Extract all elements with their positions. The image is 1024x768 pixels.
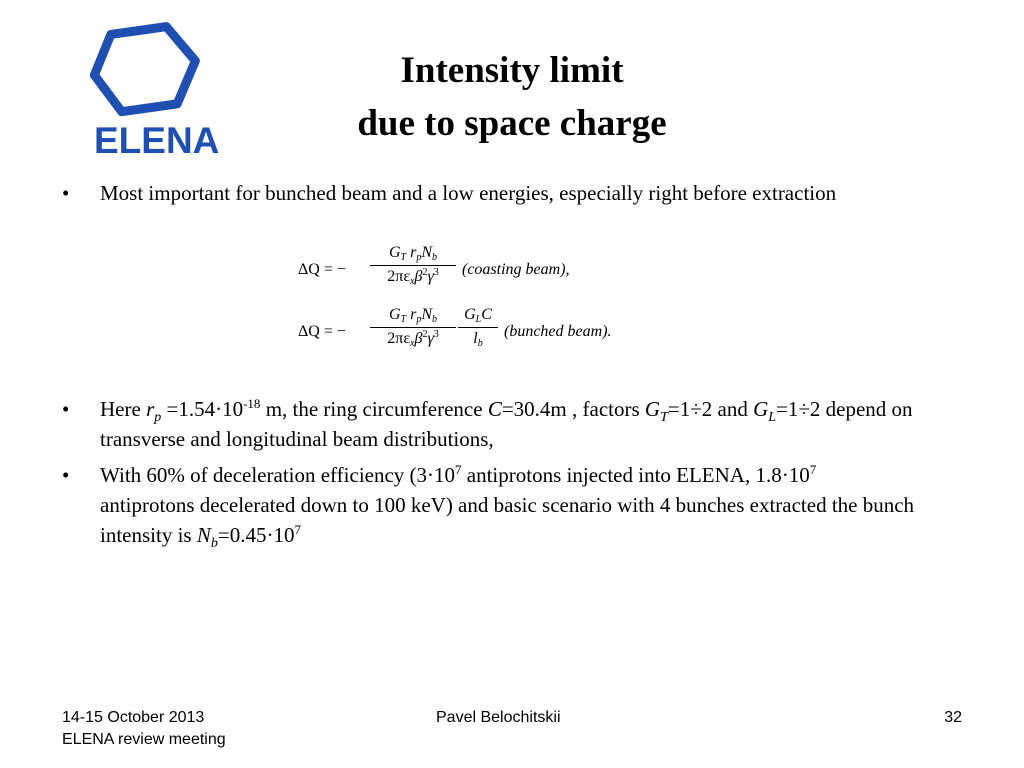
page-number: 32	[944, 709, 962, 726]
equation-note: (bunched beam).	[504, 323, 612, 340]
elena-logo	[88, 22, 220, 161]
logo-text: ELENA	[94, 120, 220, 161]
fraction-denominator: $2\pi\varepsilon_x\beta^2\gamma^3$	[387, 267, 439, 287]
equation-fraction-2	[458, 306, 498, 348]
footer-left	[62, 707, 226, 751]
title-line-2: due to space charge	[357, 103, 667, 144]
bullet-text: Most important for bunched beam and a low energies, especially right before extraction	[100, 181, 837, 205]
footer-meeting: ELENA review meeting	[62, 731, 226, 748]
bullet-text: Here $r_p =1.54\cdot 10^{-18}$ m, the ring circumference C=30.4m , factors $G_T=1\div 2$ and $G_L=1\div 2$ depend on transverse and longitudinal beam distributions,	[100, 396, 913, 451]
equation-fraction	[370, 244, 456, 286]
title-line-1: Intensity limit	[400, 50, 624, 91]
fraction-numerator: $G_T$ $r_pN_b$	[388, 244, 438, 263]
bullet-dot: •	[62, 397, 70, 421]
footer-author: Pavel Belochitskii	[436, 709, 561, 726]
hexagon-logo-icon	[88, 22, 208, 122]
bullet-dot: •	[62, 181, 70, 205]
fraction-bar	[458, 327, 498, 328]
fraction-denominator: $l_b$	[473, 330, 483, 349]
slide-title	[250, 44, 774, 150]
bullet-text: With 60% of deceleration efficiency ($3\cdot 10^7$ antiprotons injected into ELENA, $1.8\cdot 10^7$ antiprotons decelerated down to 100 keV) and basic scenario with 4 bunches extracted the bunch intensity is $N_b=0.45\cdot 10^7$	[100, 462, 915, 551]
fraction-numerator: $G_LC$	[464, 306, 492, 325]
equation-note: (coasting beam),	[462, 261, 570, 278]
fraction-denominator: $2\pi\varepsilon_x\beta^2\gamma^3$	[387, 329, 439, 349]
bullet-dot: •	[62, 463, 70, 487]
fraction-bar	[370, 265, 456, 266]
footer-date: 14-15 October 2013	[62, 709, 205, 726]
equation-lhs: ΔQ = −	[298, 261, 346, 278]
equation-fraction	[370, 306, 456, 348]
fraction-numerator: $G_T$ $r_pN_b$	[388, 306, 438, 325]
fraction-bar	[370, 327, 456, 328]
equation-lhs: ΔQ = −	[298, 323, 346, 340]
